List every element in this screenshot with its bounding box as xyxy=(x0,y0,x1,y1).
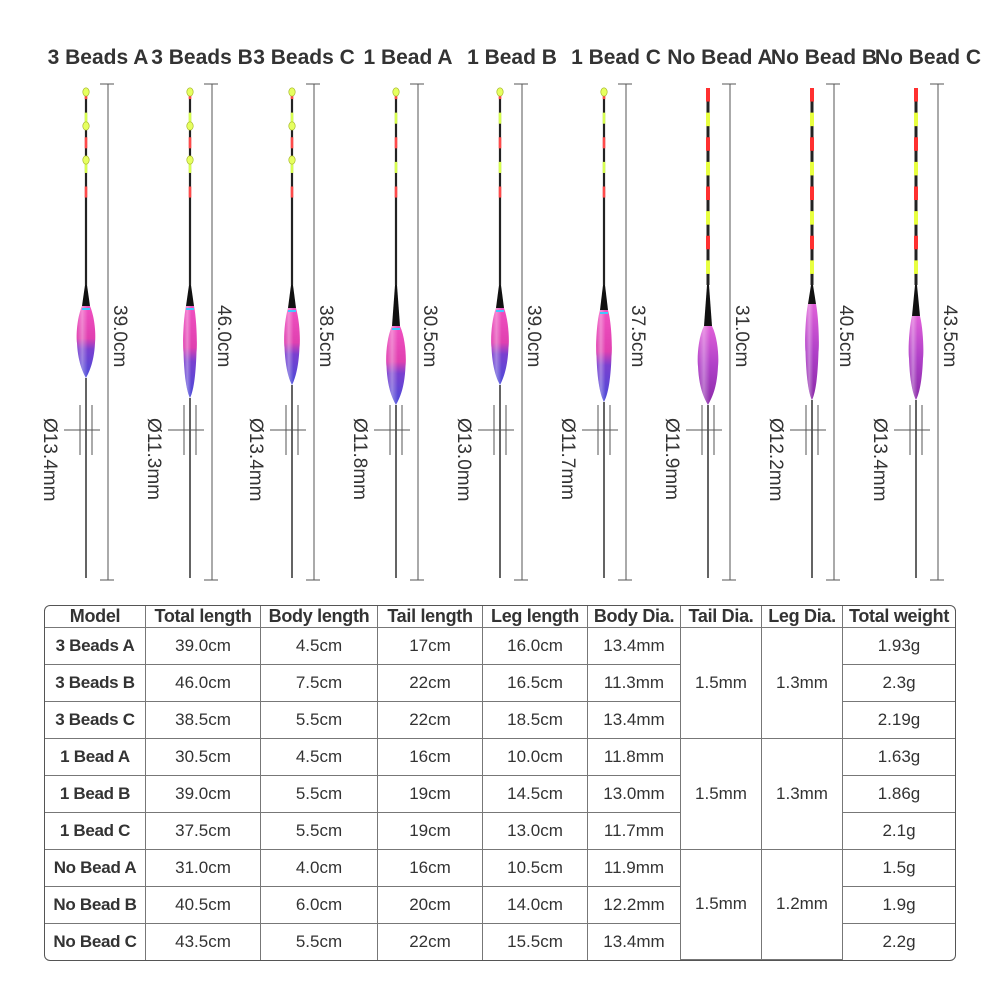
cell-body-dia: 12.2mm xyxy=(588,886,681,923)
float-body-shine xyxy=(284,308,300,385)
cell-tail-length: 22cm xyxy=(378,664,483,701)
body-diameter-label: Ø13.0mm xyxy=(453,418,474,502)
bead xyxy=(187,156,193,164)
cell-model: 3 Beads B xyxy=(45,664,146,701)
cell-leg-length: 14.5cm xyxy=(483,775,588,812)
cell-total-weight: 1.9g xyxy=(843,886,956,923)
bead xyxy=(289,122,295,130)
cell-leg-dia: 1.3mm xyxy=(762,738,843,849)
cell-model: 1 Bead B xyxy=(45,775,146,812)
cell-tail-length: 19cm xyxy=(378,775,483,812)
tip-segment xyxy=(810,211,814,225)
tip-segment xyxy=(706,211,710,225)
cell-total-weight: 2.19g xyxy=(843,701,956,738)
cell-leg-length: 14.0cm xyxy=(483,886,588,923)
cell-model: 1 Bead A xyxy=(45,738,146,775)
tip-segment xyxy=(914,88,918,102)
header-leg-dia: Leg Dia. xyxy=(762,606,843,628)
tip-segment xyxy=(291,137,294,148)
cell-total-weight: 2.1g xyxy=(843,812,956,849)
cell-leg-length: 16.5cm xyxy=(483,664,588,701)
cell-leg-length: 18.5cm xyxy=(483,701,588,738)
float-band xyxy=(392,328,400,330)
header-tail-length: Tail length xyxy=(378,606,483,628)
bead xyxy=(393,88,399,96)
cell-tail-length: 22cm xyxy=(378,701,483,738)
cell-body-length: 5.5cm xyxy=(261,923,378,959)
float-band xyxy=(82,308,90,310)
tip-segment xyxy=(706,187,710,201)
cell-model: 3 Beads A xyxy=(45,628,146,665)
table-row xyxy=(45,628,955,665)
table-row xyxy=(45,849,955,886)
cell-tail-length: 17cm xyxy=(378,628,483,665)
tip-segment xyxy=(810,162,814,176)
tip-segment xyxy=(810,236,814,250)
total-length-label: 40.5cm xyxy=(835,305,856,368)
tip-segment xyxy=(499,137,502,148)
tip-segment xyxy=(603,113,606,124)
float-item-7 xyxy=(661,46,773,580)
cell-body-length: 7.5cm xyxy=(261,664,378,701)
float-neck xyxy=(912,285,920,316)
cell-body-dia: 11.3mm xyxy=(588,664,681,701)
bead xyxy=(289,156,295,164)
cell-leg-dia: 1.3mm xyxy=(762,628,843,739)
float-title: No Bead C xyxy=(874,46,982,69)
cell-total-weight: 1.86g xyxy=(843,775,956,812)
cell-total-weight: 1.63g xyxy=(843,738,956,775)
cell-tail-length: 20cm xyxy=(378,886,483,923)
cell-total-weight: 1.93g xyxy=(843,628,956,665)
float-neck xyxy=(392,285,400,326)
bead xyxy=(187,88,193,96)
tip-segment xyxy=(706,162,710,176)
float-item-1 xyxy=(39,46,148,580)
cell-body-dia: 11.8mm xyxy=(588,738,681,775)
float-neck xyxy=(288,285,296,308)
bead xyxy=(497,88,503,96)
cell-body-length: 6.0cm xyxy=(261,886,378,923)
float-neck xyxy=(704,285,712,326)
float-neck xyxy=(496,285,504,308)
bead xyxy=(83,156,89,164)
bead xyxy=(187,122,193,130)
cell-total-length: 30.5cm xyxy=(146,738,261,775)
total-length-label: 43.5cm xyxy=(939,305,960,368)
tip-segment xyxy=(189,187,192,198)
cell-body-length: 4.5cm xyxy=(261,738,378,775)
cell-total-length: 38.5cm xyxy=(146,701,261,738)
total-length-label: 46.0cm xyxy=(213,305,234,368)
cell-leg-length: 15.5cm xyxy=(483,923,588,959)
spec-table xyxy=(45,606,955,960)
body-diameter-label: Ø11.7mm xyxy=(557,418,578,501)
float-title: No Bead A xyxy=(667,46,773,69)
cell-tail-length: 22cm xyxy=(378,923,483,959)
float-body-shine xyxy=(596,310,612,402)
cell-total-length: 46.0cm xyxy=(146,664,261,701)
header-body-length: Body length xyxy=(261,606,378,628)
tip-segment xyxy=(914,137,918,151)
table-row xyxy=(45,738,955,775)
tip-segment xyxy=(914,260,918,274)
float-band xyxy=(600,312,608,314)
header-total-length: Total length xyxy=(146,606,261,628)
float-band xyxy=(288,310,296,312)
cell-tail-length: 19cm xyxy=(378,812,483,849)
tip-segment xyxy=(810,260,814,274)
cell-tail-dia: 1.5mm xyxy=(681,849,762,959)
float-title: 1 Bead A xyxy=(363,46,453,69)
table-header-row xyxy=(45,606,955,628)
cell-model: No Bead C xyxy=(45,923,146,959)
float-body-shine xyxy=(183,306,197,398)
tip-segment xyxy=(603,162,606,173)
float-title: 3 Beads C xyxy=(253,46,355,69)
float-title: 1 Bead B xyxy=(467,46,557,69)
cell-body-length: 5.5cm xyxy=(261,701,378,738)
float-item-3 xyxy=(245,46,355,580)
tip-segment xyxy=(706,88,710,102)
tip-segment xyxy=(706,236,710,250)
cell-leg-length: 16.0cm xyxy=(483,628,588,665)
float-title: 3 Beads B xyxy=(151,46,253,69)
float-title: 1 Bead C xyxy=(571,46,661,69)
spec-table-container xyxy=(44,605,956,961)
cell-leg-length: 13.0cm xyxy=(483,812,588,849)
total-length-label: 31.0cm xyxy=(731,305,752,368)
tip-segment xyxy=(914,236,918,250)
bead xyxy=(289,88,295,96)
body-diameter-label: Ø11.9mm xyxy=(661,418,682,501)
cell-leg-length: 10.5cm xyxy=(483,849,588,886)
total-length-label: 30.5cm xyxy=(419,305,440,368)
float-body-shine xyxy=(77,306,96,378)
bead xyxy=(601,88,607,96)
float-band xyxy=(496,310,504,312)
bead xyxy=(83,122,89,130)
float-title: No Bead B xyxy=(770,46,878,69)
cell-tail-dia: 1.5mm xyxy=(681,738,762,849)
cell-body-length: 4.5cm xyxy=(261,628,378,665)
tip-segment xyxy=(499,187,502,198)
float-body-shine xyxy=(491,308,509,385)
header-body-dia: Body Dia. xyxy=(588,606,681,628)
cell-total-length: 43.5cm xyxy=(146,923,261,959)
cell-total-length: 39.0cm xyxy=(146,775,261,812)
cell-body-dia: 11.7mm xyxy=(588,812,681,849)
header-total-weight: Total weight xyxy=(843,606,956,628)
tip-segment xyxy=(914,187,918,201)
tip-segment xyxy=(499,113,502,124)
body-diameter-label: Ø13.4mm xyxy=(245,418,266,502)
tip-segment xyxy=(85,137,88,148)
tip-segment xyxy=(810,88,814,102)
cell-body-dia: 13.4mm xyxy=(588,628,681,665)
cell-body-dia: 13.4mm xyxy=(588,701,681,738)
tip-segment xyxy=(706,113,710,127)
float-item-2 xyxy=(143,46,253,580)
cell-tail-length: 16cm xyxy=(378,849,483,886)
float-item-5 xyxy=(453,46,557,580)
float-item-4 xyxy=(349,46,453,580)
float-band xyxy=(186,308,194,310)
total-length-label: 38.5cm xyxy=(315,305,336,368)
cell-total-length: 37.5cm xyxy=(146,812,261,849)
body-diameter-label: Ø13.4mm xyxy=(39,418,60,502)
float-item-8 xyxy=(765,46,877,580)
cell-leg-length: 10.0cm xyxy=(483,738,588,775)
cell-leg-dia: 1.2mm xyxy=(762,849,843,959)
body-diameter-label: Ø12.2mm xyxy=(765,418,786,502)
tip-segment xyxy=(706,137,710,151)
header-leg-length: Leg length xyxy=(483,606,588,628)
cell-tail-dia: 1.5mm xyxy=(681,628,762,739)
float-body-shine xyxy=(386,326,406,405)
tip-segment xyxy=(603,187,606,198)
cell-body-length: 5.5cm xyxy=(261,775,378,812)
tip-segment xyxy=(85,187,88,198)
cell-model: No Bead A xyxy=(45,849,146,886)
tip-segment xyxy=(914,211,918,225)
cell-total-length: 40.5cm xyxy=(146,886,261,923)
total-length-label: 39.0cm xyxy=(109,305,130,368)
cell-total-weight: 1.5g xyxy=(843,849,956,886)
tip-segment xyxy=(395,137,398,148)
cell-body-dia: 13.4mm xyxy=(588,923,681,959)
float-body-shine xyxy=(805,304,819,400)
cell-body-dia: 11.9mm xyxy=(588,849,681,886)
tip-segment xyxy=(603,137,606,148)
cell-total-weight: 2.2g xyxy=(843,923,956,959)
cell-model: 1 Bead C xyxy=(45,812,146,849)
tip-segment xyxy=(914,162,918,176)
cell-body-length: 4.0cm xyxy=(261,849,378,886)
float-title: 3 Beads A xyxy=(47,46,149,69)
body-diameter-label: Ø11.3mm xyxy=(143,418,164,501)
tip-segment xyxy=(395,187,398,198)
cell-model: 3 Beads C xyxy=(45,701,146,738)
float-neck xyxy=(82,285,90,306)
float-body-shine xyxy=(909,316,924,400)
header-tail-dia: Tail Dia. xyxy=(681,606,762,628)
cell-total-length: 39.0cm xyxy=(146,628,261,665)
tip-segment xyxy=(395,162,398,173)
tip-segment xyxy=(706,260,710,274)
tip-segment xyxy=(810,187,814,201)
tip-segment xyxy=(499,162,502,173)
body-diameter-label: Ø11.8mm xyxy=(349,418,370,501)
total-length-label: 37.5cm xyxy=(627,305,648,368)
cell-total-length: 31.0cm xyxy=(146,849,261,886)
header-model: Model xyxy=(45,606,146,628)
cell-tail-length: 16cm xyxy=(378,738,483,775)
tip-segment xyxy=(914,113,918,127)
float-item-9 xyxy=(869,46,981,580)
tip-segment xyxy=(291,187,294,198)
tip-segment xyxy=(810,137,814,151)
tip-segment xyxy=(810,113,814,127)
float-neck xyxy=(600,285,608,310)
float-item-6 xyxy=(557,46,661,580)
tip-segment xyxy=(395,113,398,124)
bead xyxy=(83,88,89,96)
tip-segment xyxy=(189,137,192,148)
float-body-shine xyxy=(698,326,719,405)
cell-body-dia: 13.0mm xyxy=(588,775,681,812)
cell-model: No Bead B xyxy=(45,886,146,923)
float-neck xyxy=(186,285,194,306)
body-diameter-label: Ø13.4mm xyxy=(869,418,890,502)
total-length-label: 39.0cm xyxy=(523,305,544,368)
cell-total-weight: 2.3g xyxy=(843,664,956,701)
cell-body-length: 5.5cm xyxy=(261,812,378,849)
float-neck xyxy=(808,285,816,304)
